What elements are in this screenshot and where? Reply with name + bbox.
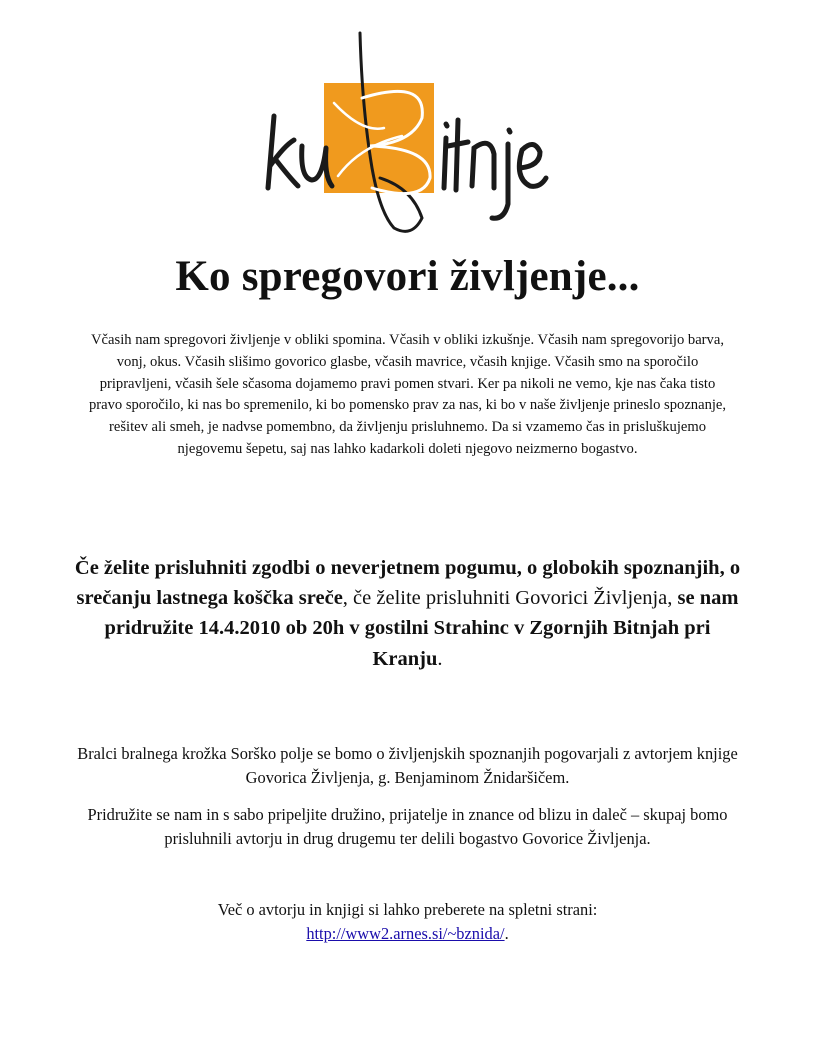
kubitnje-logo xyxy=(262,28,554,238)
invite-normal-1: , če želite prisluhniti Govorici Življenja, xyxy=(342,587,678,610)
logo-letter-n xyxy=(472,143,494,188)
author-website-link[interactable]: http://www2.arnes.si/~bznida/ xyxy=(306,923,505,943)
logo-letter-e xyxy=(519,144,546,186)
invite-end: . xyxy=(437,647,443,670)
intro-paragraph: Včasih nam spregovori življenje v obliki spomina. Včasih v obliki izkušnje. Včasih nam spregovorijo barva, vonj, okus. Včasih slišimo govorico glasbe, včasih mavrice, včasih knjige. Včasih smo na sporočilo pripravljeni, včasih šele sčasoma dojamemo pravi pomen stvari. Ker pa nikoli ne vemo, kje nas čaka tisto pravo sporočilo, ki nas bo spremenilo, ki bo pomensko prav za nas, ki bo v naše življenje prineslo spoznanje, rešitev ali smeh, je nadvse pomembno, da življenju prisluhnemo. Da si vzamemo čas in prisluškujemo njegovemu šepetu, saj nas lahko kadarkoli doleti njegovo neizmerno bogastvo. xyxy=(88,332,727,457)
logo-graphic xyxy=(262,28,554,238)
headline: Ko spregovori življenje... xyxy=(175,253,640,300)
more-info-paragraph xyxy=(70,898,745,945)
join-paragraph: Pridružite se nam in s sabo pripeljite družino, prijatelje in znance od blizu in daleč – skupaj bomo prisluhnili avtorju in drug drugemu ter delili bogastvo Govorice Življenja. xyxy=(87,805,728,848)
invitation xyxy=(70,553,745,674)
invite-bold-1: Če želite prisluhniti zgodbi o neverjetnem pogumu, o globokih spoznanjih, o srečanju lastnega koščka sreče xyxy=(74,557,741,610)
more-info-end: . xyxy=(504,923,509,943)
invite-bold-2: se nam pridružite 14.4.2010 ob 20h v gostilni Strahinc v Zgornjih Bitnjah pri Kranju xyxy=(104,587,739,670)
logo-letter-k xyxy=(268,116,298,188)
logo-letter-i xyxy=(444,124,447,188)
reading-club-paragraph: Bralci bralnega krožka Sorško polje se bomo o življenjskih spoznanjih pogovarjali z avtorjem knjige Govorica Življenja, g. Benjaminom Žnidaršičem. xyxy=(77,744,738,787)
logo-letter-t xyxy=(448,120,468,190)
more-info-text: Več o avtorju in knjigi si lahko preberete na spletni strani: xyxy=(217,900,598,919)
logo-letter-u xyxy=(302,146,332,186)
